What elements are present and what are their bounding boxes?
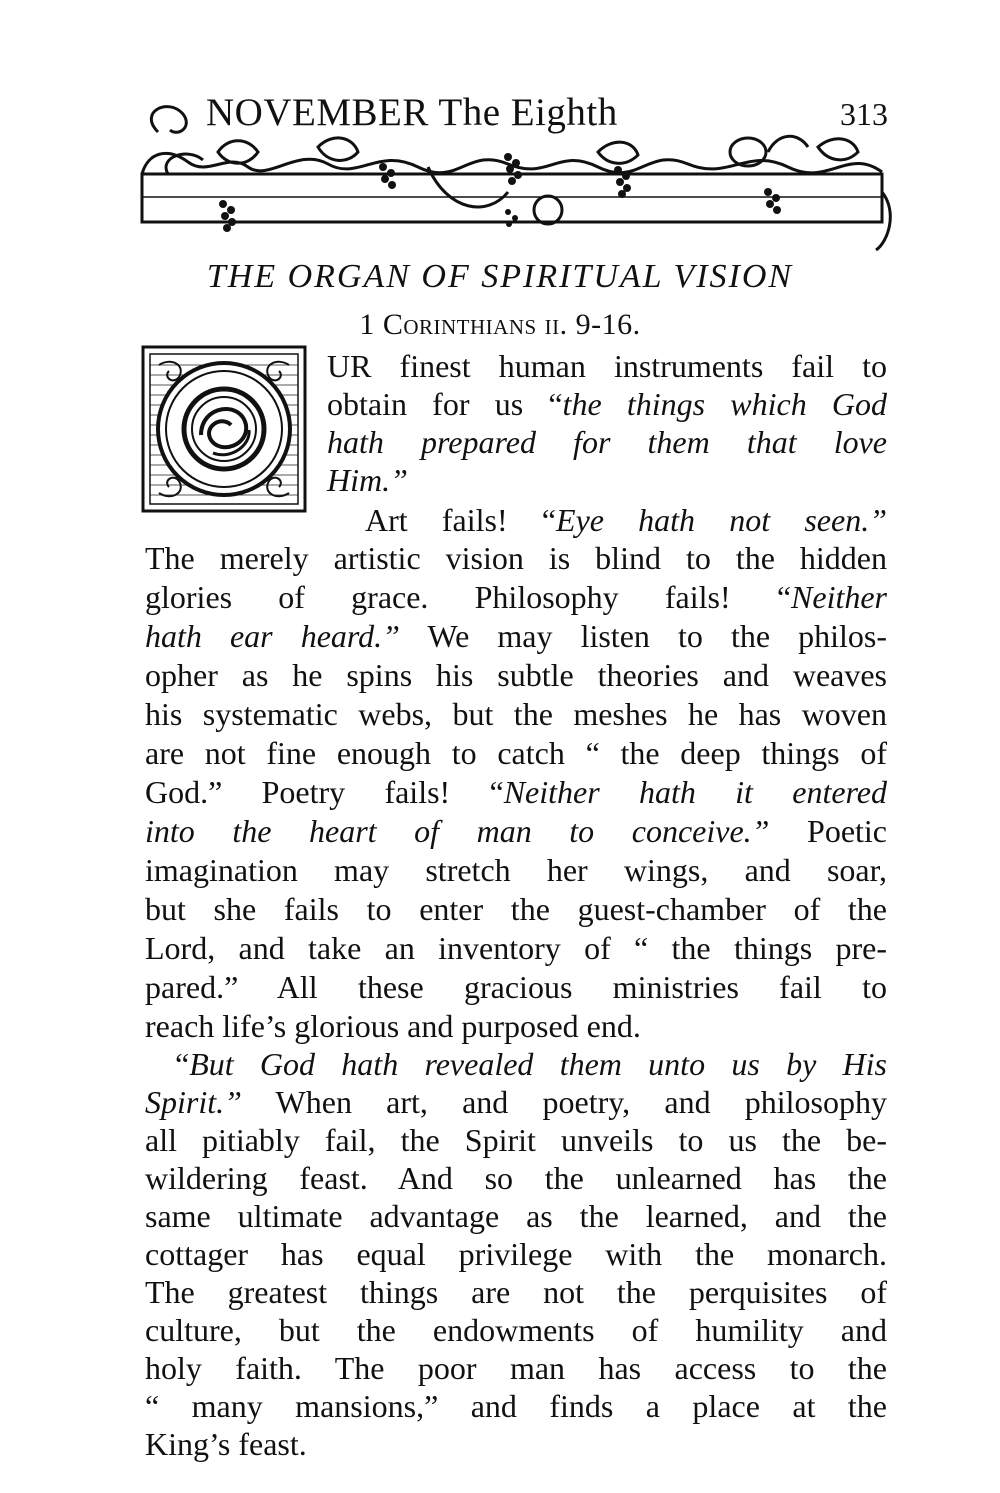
text-line: cottager has equal privilege with the monarch.	[145, 1236, 887, 1272]
page-number: 313	[840, 96, 888, 132]
text-line: holy faith. The poor man has access to the	[145, 1350, 887, 1386]
text-line: The merely artistic vision is blind to the hidden	[145, 540, 887, 576]
scripture-reference: 1 Corinthians ii. 9-16.	[359, 308, 641, 341]
text-line: hath ear heard.” We may listen to the philos-	[145, 618, 887, 654]
text-line: into the heart of man to conceive.” Poetic	[145, 813, 888, 849]
text-line: same ultimate advantage as the learned, and the	[145, 1198, 887, 1234]
text-line: his systematic webs, but the meshes he has woven	[145, 696, 887, 732]
text-line: hath prepared for them that love	[327, 424, 887, 460]
text-line: King’s feast.	[145, 1426, 307, 1462]
text-line: God.” Poetry fails! “Neither hath it entered	[145, 774, 888, 810]
text-line: Art fails! “Eye hath not seen.”	[365, 502, 888, 538]
text-line: Him.”	[327, 462, 408, 498]
text-line: wildering feast. And so the unlearned has the	[145, 1160, 887, 1196]
text-line: UR finest human instruments fail to	[327, 348, 887, 384]
text-line: The greatest things are not the perquisites of	[145, 1274, 887, 1310]
text-line: culture, but the endowments of humility and	[145, 1312, 887, 1348]
text-line: “But God hath revealed them unto us by His	[175, 1046, 887, 1082]
drop-cap-o	[141, 345, 307, 513]
text-line: are not fine enough to catch “ the deep things of	[145, 735, 887, 771]
text-line: reach life’s glorious and purposed end.	[145, 1008, 641, 1044]
header-title: NOVEMBER The Eighth	[206, 91, 618, 134]
text-line: but she fails to enter the guest-chamber of the	[145, 891, 887, 927]
text-line: Spirit.” When art, and poetry, and philosophy	[145, 1084, 887, 1120]
text-line: Lord, and take an inventory of “ the things pre-	[145, 930, 887, 966]
text-line: pared.” All these gracious ministries fail to	[145, 969, 887, 1005]
text-line: obtain for us “the things which God	[327, 386, 888, 422]
text-line: glories of grace. Philosophy fails! “Neither	[145, 579, 887, 615]
text-line: opher as he spins his subtle theories and weaves	[145, 657, 887, 693]
text-line: all pitiably fail, the Spirit unveils to us the be-	[145, 1122, 887, 1158]
text-line: “ many mansions,” and finds a place at the	[145, 1388, 887, 1424]
chapter-title: THE ORGAN OF SPIRITUAL VISION	[206, 258, 794, 295]
text-line: imagination may stretch her wings, and soar,	[145, 852, 887, 888]
